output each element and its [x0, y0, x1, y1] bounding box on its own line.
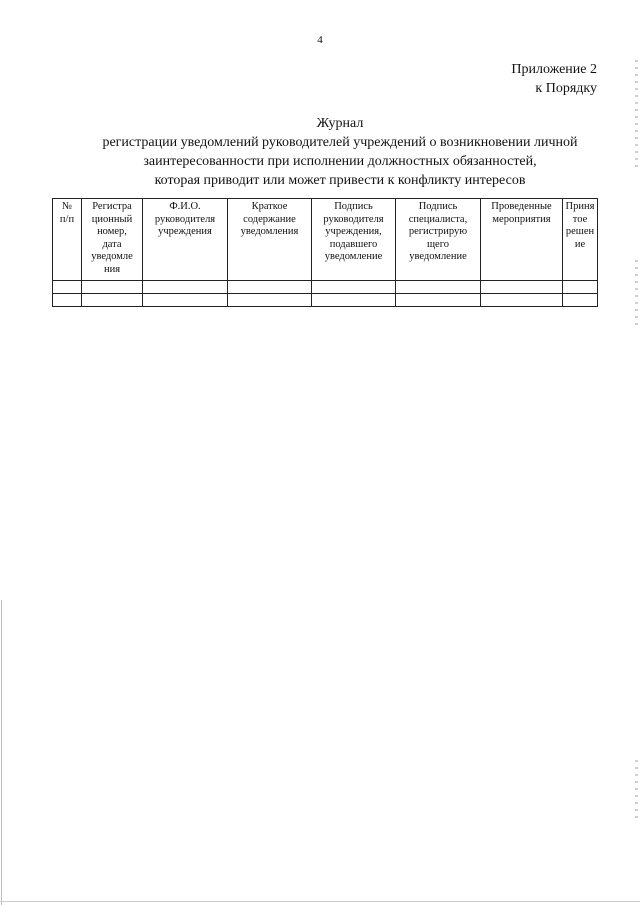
header-text: Принятое — [565, 201, 595, 225]
table-row — [53, 281, 598, 294]
table-cell — [53, 281, 82, 294]
title-line-3: которая приводит или может привести к конфликту интересов — [154, 173, 526, 188]
table-cell — [481, 281, 563, 294]
header-text: Краткое — [251, 201, 288, 212]
table-cell — [53, 294, 82, 307]
column-header-decision — [563, 199, 598, 281]
appendix-line-2: к Порядку — [535, 81, 597, 96]
table-cell — [396, 281, 481, 294]
header-text: подавшего — [329, 238, 378, 250]
header-text: учреждения, — [325, 226, 382, 237]
header-text: содержание — [243, 213, 296, 225]
header-text: Подпись — [418, 201, 458, 212]
column-header-manager-name — [143, 199, 228, 281]
header-text: решение — [565, 226, 595, 250]
scan-edge-mark — [635, 260, 638, 330]
appendix-note — [511, 60, 597, 98]
header-text: номер, — [97, 226, 127, 237]
column-header-specialist-signature — [396, 199, 481, 281]
header-text: специалиста, — [408, 213, 468, 225]
table-header-row — [53, 199, 598, 281]
header-text: мероприятия — [492, 213, 551, 225]
header-text: регистрирую — [408, 226, 468, 237]
scan-edge-mark — [635, 60, 638, 170]
scan-edge-mark — [635, 760, 638, 820]
header-text: Проведенные — [491, 201, 552, 212]
column-header-number — [53, 199, 82, 281]
table-cell — [563, 294, 598, 307]
table-cell — [563, 281, 598, 294]
journal-table — [52, 198, 598, 307]
appendix-line-1: Приложение 2 — [511, 62, 597, 77]
table-cell — [396, 294, 481, 307]
table-row — [53, 294, 598, 307]
title-line-1: регистрации уведомлений руководителей учреждений о возникновении личной — [102, 135, 578, 150]
header-text: дата — [102, 238, 122, 250]
header-text: щего — [426, 238, 450, 250]
header-text: Подпись — [334, 201, 373, 212]
table-cell — [82, 281, 143, 294]
header-text: учреждения — [158, 226, 212, 237]
document-title — [40, 114, 640, 190]
table-cell — [228, 294, 312, 307]
header-text: ния — [103, 263, 121, 275]
table-cell — [143, 281, 228, 294]
table-cell — [228, 281, 312, 294]
header-text: руководителя — [323, 213, 384, 225]
header-text: руководителя — [154, 213, 216, 225]
header-text: уведомление — [409, 251, 467, 262]
header-text: уведомление — [324, 251, 383, 262]
page-number: 4 — [317, 34, 323, 46]
title-heading: Журнал — [316, 116, 364, 131]
header-text: уведомления — [240, 226, 299, 237]
header-text: уведомле — [91, 251, 133, 262]
column-header-summary — [228, 199, 312, 281]
scan-left-edge — [1, 600, 2, 905]
header-text: п/п — [59, 213, 75, 225]
column-header-manager-signature — [312, 199, 396, 281]
table-cell — [143, 294, 228, 307]
column-header-registration — [82, 199, 143, 281]
title-line-2: заинтересованности при исполнении должностных обязанностей, — [143, 154, 537, 169]
header-text: ционный — [91, 213, 133, 225]
header-text: № — [61, 201, 73, 212]
scan-bottom-edge — [0, 901, 640, 902]
table-cell — [312, 281, 396, 294]
column-header-measures — [481, 199, 563, 281]
table-cell — [481, 294, 563, 307]
table-cell — [82, 294, 143, 307]
header-text: Регистра — [92, 201, 132, 212]
header-text: Ф.И.О. — [169, 201, 201, 212]
table-cell — [312, 294, 396, 307]
